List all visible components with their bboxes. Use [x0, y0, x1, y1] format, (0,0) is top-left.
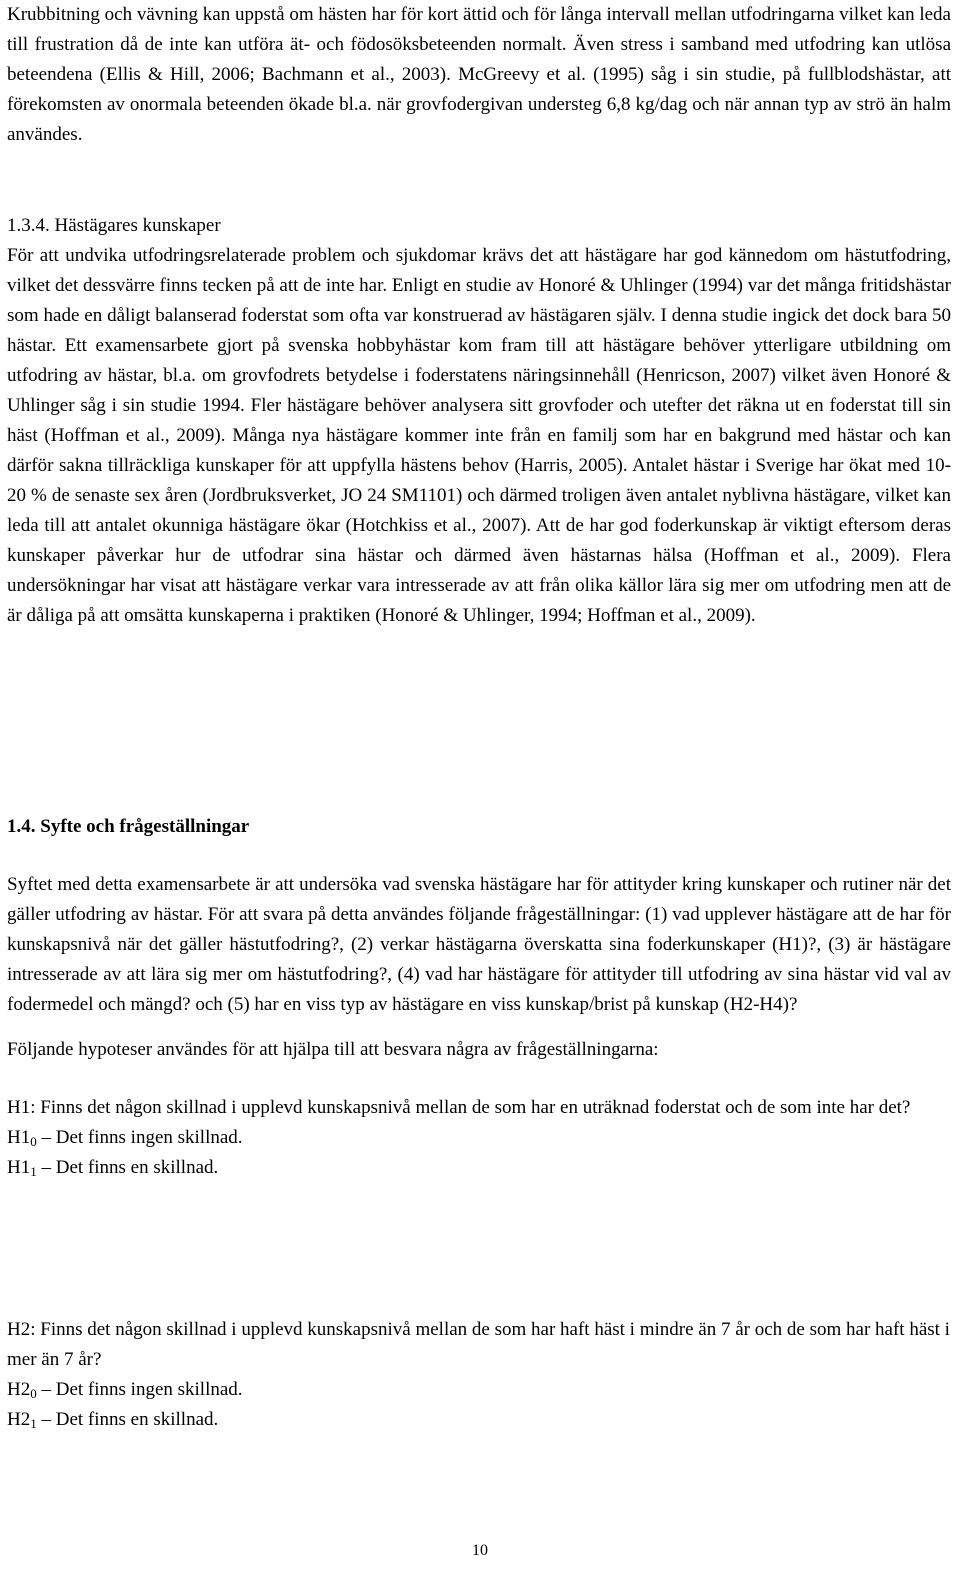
hypothesis-block [7, 1315, 951, 1435]
section-paragraph: För att undvika utfodringsrelaterade problem och sjukdomar krävs det att hästägare har god kännedom om hästutfodring, vilket det dessvärre finns tecken på att de inte har. Enligt en studie av Honoré & Uhlinger (1994) var det många fritidshästar som hade en dåligt balanserad foderstat som ofta var konstruerad av hästägaren själv. I denna studie ingick det dock bara 50 hästar. Ett examensarbete gjort på svenska hobbyhästar kom fram till att hästägare behöver ytterligare utbildning om utfodring av hästar, bl.a. om grovfodrets betydelse i foderstatens näringsinnehåll (Henricson, 2007) vilket även Honoré & Uhlinger såg i sin studie 1994. Fler hästägare behöver analysera sitt grovfoder och utefter det räkna ut en foderstat till sin häst (Hoffman et al., 2009). Många nya hästägare kommer inte från en familj som har en bakgrund med hästar och kan därför sakna tillräckliga kunskaper för att uppfylla hästens behov (Harris, 2005). Antalet hästar i Sverige har ökat med 10-20 % de senaste sex åren (Jordbruksverket, JO 24 SM1101) och därmed troligen även antalet nyblivna hästägare, vilket kan leda till att antalet okunniga hästägare ökar (Hotchkiss et al., 2007). Att de har god foderkunskap är viktigt eftersom deras kunskaper påverkar hur de utfodrar sina hästar och därmed även hästarnas hälsa (Hoffman et al., 2009). Flera undersökningar har visat att hästägare verkar vara intresserade av att från olika källor lära sig mer om utfodring men att de är dåliga på att omsätta kunskaperna i praktiken (Honoré & Uhlinger, 1994; Hoffman et al., 2009). [7, 245, 951, 626]
section-number: 1.3.4. [7, 215, 50, 236]
page-number: 10 [472, 1542, 488, 1559]
hypothesis-question: H2: Finns det någon skillnad i upplevd kunskapsnivå mellan de som har haft häst i mindre än 7 år och de som har haft häst i mer än 7 år? [7, 1319, 950, 1370]
section-number: 1.4. [7, 816, 36, 837]
hypothesis-block [7, 1093, 951, 1183]
hypotheses-intro: Följande hypoteser användes för att hjälpa till att besvara några av frågeställningarna: [7, 1039, 659, 1060]
alternative-hypothesis: $H1_1$ – Det finns en skillnad. [7, 1157, 219, 1179]
intro-paragraph: Krubbitning och vävning kan uppstå om hästen har för kort ättid och för långa intervall mellan utfodringarna vilket kan leda till frustration då de inte kan utföra ät- och födosöksbeteenden normalt. Även stress i samband med utfodring kan utlösa beteendena (Ellis & Hill, 2006; Bachmann et al., 2003). McGreevy et al. (1995) såg i sin studie, på fullblodshästar, att förekomsten av onormala beteenden ökade bl.a. när grovfodergivan understeg 6,8 kg/dag och när annan typ av strö än halm användes. [7, 4, 951, 145]
null-hypothesis: $H2_0$ – Det finns ingen skillnad. [7, 1379, 243, 1401]
hypothesis-question: H1: Finns det någon skillnad i upplevd kunskapsnivå mellan de som har en uträknad foderstat och de som inte har det? [7, 1097, 911, 1118]
section-title: Hästägares kunskaper [54, 215, 221, 236]
section-title: Syfte och frågeställningar [40, 816, 250, 837]
null-hypothesis: $H1_0$ – Det finns ingen skillnad. [7, 1127, 243, 1149]
aim-paragraph: Syftet med detta examensarbete är att undersöka vad svenska hästägare har för attityder kring kunskaper och rutiner när det gäller utfodring av hästar. För att svara på detta användes följande frågeställningar: (1) vad upplever hästägare att de har för kunskapsnivå när det gäller hästutfodring?, (2) verkar hästägarna överskatta sina foderkunskaper (H1)?, (3) är hästägare intresserade av att lära sig mer om hästutfodring?, (4) vad har hästägare för attityder till utfodring av sina hästar vid val av fodermedel och mängd? och (5) har en viss typ av hästägare en viss kunskap/brist på kunskap (H2-H4)? [7, 874, 951, 1015]
section-heading-1-4 [7, 812, 951, 842]
alternative-hypothesis: $H2_1$ – Det finns en skillnad. [7, 1409, 219, 1431]
section-heading-1-3-4 [7, 211, 951, 241]
